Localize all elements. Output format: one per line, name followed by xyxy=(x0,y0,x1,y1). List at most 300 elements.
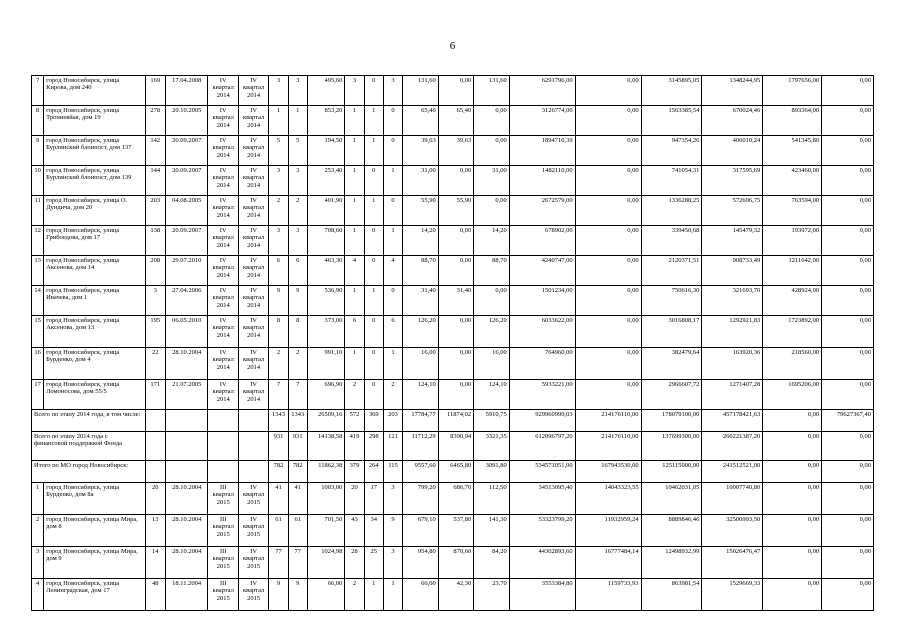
area-private-cell: 0,00 xyxy=(438,226,474,256)
area-total-cell: 55,90 xyxy=(403,196,439,226)
plan-quarter-cell: III квартал 2015 xyxy=(208,483,238,515)
area-municipal-cell: 0,00 xyxy=(474,106,510,136)
premises-private-cell: 1 xyxy=(364,136,383,166)
doc-number-cell: 20 xyxy=(145,483,165,515)
doc-date-cell: 28.10.2004 xyxy=(165,515,208,547)
empty-cell xyxy=(165,461,208,483)
premises-private-cell: 25 xyxy=(364,547,383,579)
summary-label: Итого по МО город Новосибирск: xyxy=(32,461,146,483)
end-quarter-cell: IV квартал 2014 xyxy=(238,226,268,256)
area-municipal-cell: 3321,35 xyxy=(474,432,510,461)
regional-budget-cell: 12498932,99 xyxy=(641,547,702,579)
other-source-cell: 0,00 xyxy=(763,483,822,515)
area-private-cell: 0,00 xyxy=(438,166,474,196)
address-cell: город Новосибирск, улица Ломоносова, дом 55/5 xyxy=(44,380,145,410)
doc-number-cell: 171 xyxy=(145,380,165,410)
plan-quarter-cell: III квартал 2015 xyxy=(208,547,238,579)
regional-budget-cell: 178079100,00 xyxy=(641,410,702,432)
premises-total-cell: 3 xyxy=(345,76,364,106)
cost-total-cell: 929960999,03 xyxy=(509,410,575,432)
table-row xyxy=(32,286,874,316)
building-area-cell: 701,50 xyxy=(307,515,345,547)
building-area-cell: 11862,38 xyxy=(307,461,345,483)
local-budget-cell: 1271407,28 xyxy=(702,380,763,410)
area-private-cell: 0,00 xyxy=(438,256,474,286)
empty-cell xyxy=(145,461,165,483)
area-private-cell: 0,00 xyxy=(438,348,474,380)
local-budget-cell: 572696,75 xyxy=(702,196,763,226)
fund-cell: 11932959,24 xyxy=(575,515,641,547)
doc-number-cell: 14 xyxy=(145,547,165,579)
end-quarter-cell: IV квартал 2014 xyxy=(238,316,268,348)
cost-total-cell: 1894710,39 xyxy=(509,136,575,166)
empty-cell xyxy=(145,410,165,432)
premises-private-cell: 0 xyxy=(364,166,383,196)
residents-moved-cell: 931 xyxy=(288,432,307,461)
end-quarter-cell: IV квартал 2015 xyxy=(238,515,268,547)
table-row xyxy=(32,166,874,196)
table-row xyxy=(32,380,874,410)
cost-total-cell: 6291796,00 xyxy=(509,76,575,106)
doc-number-cell: 278 xyxy=(145,106,165,136)
building-area-cell: 66,00 xyxy=(307,579,345,611)
area-total-cell: 65,40 xyxy=(403,106,439,136)
fund-cell: 0,00 xyxy=(575,76,641,106)
doc-date-cell: 21.07.2005 xyxy=(165,380,208,410)
premises-total-cell: 1 xyxy=(345,106,364,136)
other-source-cell: 423460,00 xyxy=(763,166,822,196)
premises-private-cell: 264 xyxy=(364,461,383,483)
residents-moved-cell: 8 xyxy=(288,316,307,348)
regional-budget-cell: 1563385,54 xyxy=(641,106,702,136)
row-number: 1 xyxy=(32,483,44,515)
table-row xyxy=(32,256,874,286)
premises-total-cell: 1 xyxy=(345,136,364,166)
extra-cell: 0,00 xyxy=(822,579,874,611)
area-municipal-cell: 31,00 xyxy=(474,166,510,196)
area-municipal-cell: 5910,75 xyxy=(474,410,510,432)
regional-budget-cell: 3145895,05 xyxy=(641,76,702,106)
area-total-cell: 31,00 xyxy=(403,166,439,196)
other-source-cell: 428924,00 xyxy=(763,286,822,316)
premises-total-cell: 2 xyxy=(345,579,364,611)
address-cell: город Новосибирск, улица Мира, дом 9 xyxy=(44,547,145,579)
premises-private-cell: 1 xyxy=(364,579,383,611)
table-row xyxy=(32,76,874,106)
doc-number-cell: 144 xyxy=(145,166,165,196)
regional-budget-cell: 2120371,51 xyxy=(641,256,702,286)
address-cell: город Новосибирск, улица Ивачева, дом 1 xyxy=(44,286,145,316)
row-number: 11 xyxy=(32,196,44,226)
fund-cell: 0,00 xyxy=(575,226,641,256)
fund-cell: 214176110,00 xyxy=(575,432,641,461)
extra-cell: 0,00 xyxy=(822,76,874,106)
resettlement-table xyxy=(31,75,874,611)
area-private-cell: 42,30 xyxy=(438,579,474,611)
local-budget-cell: 457178421,63 xyxy=(702,410,763,432)
premises-private-cell: 0 xyxy=(364,380,383,410)
local-budget-cell: 406010,24 xyxy=(702,136,763,166)
premises-total-cell: 2 xyxy=(345,380,364,410)
doc-number-cell: 3 xyxy=(145,286,165,316)
table-row xyxy=(32,316,874,348)
row-number: 3 xyxy=(32,547,44,579)
other-source-cell: 0,00 xyxy=(763,432,822,461)
end-quarter-cell: IV квартал 2015 xyxy=(238,579,268,611)
fund-cell: 0,00 xyxy=(575,196,641,226)
premises-municipal-cell: 115 xyxy=(383,461,402,483)
doc-date-cell: 27.04.2006 xyxy=(165,286,208,316)
area-municipal-cell: 131,60 xyxy=(474,76,510,106)
plan-quarter-cell: IV квартал 2014 xyxy=(208,348,238,380)
plan-quarter-cell: IV квартал 2014 xyxy=(208,196,238,226)
extra-cell: 0,00 xyxy=(822,515,874,547)
fund-cell: 0,00 xyxy=(575,380,641,410)
other-source-cell: 218560,00 xyxy=(763,348,822,380)
address-cell: город Новосибирск, улица Грибоедова, дом 17 xyxy=(44,226,145,256)
premises-private-cell: 0 xyxy=(364,76,383,106)
residents-cell: 782 xyxy=(269,461,288,483)
area-total-cell: 799,20 xyxy=(403,483,439,515)
table-row xyxy=(32,483,874,515)
premises-total-cell: 20 xyxy=(345,483,364,515)
address-cell: город Новосибирск, улица Кирова, дом 240 xyxy=(44,76,145,106)
area-private-cell: 6465,80 xyxy=(438,461,474,483)
residents-moved-cell: 3 xyxy=(288,76,307,106)
residents-moved-cell: 2 xyxy=(288,348,307,380)
residents-moved-cell: 1 xyxy=(288,106,307,136)
doc-number-cell: 195 xyxy=(145,316,165,348)
table-row xyxy=(32,515,874,547)
row-number: 7 xyxy=(32,76,44,106)
residents-cell: 9 xyxy=(269,579,288,611)
doc-date-cell: 20.09.2007 xyxy=(165,226,208,256)
area-total-cell: 31,40 xyxy=(403,286,439,316)
row-number: 9 xyxy=(32,136,44,166)
plan-quarter-cell: IV квартал 2014 xyxy=(208,316,238,348)
fund-cell: 167943530,00 xyxy=(575,461,641,483)
row-number: 10 xyxy=(32,166,44,196)
premises-total-cell: 419 xyxy=(345,432,364,461)
premises-private-cell: 17 xyxy=(364,483,383,515)
address-cell: город Новосибирск, улица Бурлинский блоипост, дом 139 xyxy=(44,166,145,196)
row-number: 17 xyxy=(32,380,44,410)
building-area-cell: 696,90 xyxy=(307,380,345,410)
cost-total-cell: 3126774,00 xyxy=(509,106,575,136)
table-row xyxy=(32,136,874,166)
other-source-cell: 0,00 xyxy=(763,461,822,483)
building-area-cell: 1003,00 xyxy=(307,483,345,515)
empty-cell xyxy=(165,432,208,461)
building-area-cell: 536,90 xyxy=(307,286,345,316)
other-source-cell: 0,00 xyxy=(763,547,822,579)
area-private-cell: 0,00 xyxy=(438,316,474,348)
row-number: 16 xyxy=(32,348,44,380)
regional-budget-cell: 382479,64 xyxy=(641,348,702,380)
fund-cell: 1159733,93 xyxy=(575,579,641,611)
table-body xyxy=(32,76,874,611)
other-source-cell: 0,00 xyxy=(763,410,822,432)
cost-total-cell: 612096797,20 xyxy=(509,432,575,461)
fund-cell: 0,00 xyxy=(575,136,641,166)
summary-row xyxy=(32,410,874,432)
empty-cell xyxy=(145,432,165,461)
area-total-cell: 39,63 xyxy=(403,136,439,166)
premises-municipal-cell: 9 xyxy=(383,515,402,547)
area-private-cell: 39,63 xyxy=(438,136,474,166)
premises-municipal-cell: 203 xyxy=(383,410,402,432)
fund-cell: 16777484,14 xyxy=(575,547,641,579)
residents-moved-cell: 7 xyxy=(288,380,307,410)
fund-cell: 14043323,55 xyxy=(575,483,641,515)
page-number: 6 xyxy=(449,40,456,52)
premises-private-cell: 0 xyxy=(364,226,383,256)
area-private-cell: 11874,02 xyxy=(438,410,474,432)
plan-quarter-cell: IV квартал 2014 xyxy=(208,76,238,106)
building-area-cell: 253,40 xyxy=(307,166,345,196)
plan-quarter-cell: IV квартал 2014 xyxy=(208,380,238,410)
area-private-cell: 31,40 xyxy=(438,286,474,316)
premises-private-cell: 0 xyxy=(364,348,383,380)
cost-total-cell: 534571051,00 xyxy=(509,461,575,483)
plan-quarter-cell: III квартал 2015 xyxy=(208,579,238,611)
extra-cell: 0,00 xyxy=(822,286,874,316)
building-area-cell: 853,20 xyxy=(307,106,345,136)
doc-number-cell: 138 xyxy=(145,226,165,256)
area-municipal-cell: 84,20 xyxy=(474,547,510,579)
end-quarter-cell: IV квартал 2014 xyxy=(238,348,268,380)
building-area-cell: 401,90 xyxy=(307,196,345,226)
other-source-cell: 0,00 xyxy=(763,515,822,547)
regional-budget-cell: 339450,68 xyxy=(641,226,702,256)
building-area-cell: 708,60 xyxy=(307,226,345,256)
doc-date-cell: 18.11.2004 xyxy=(165,579,208,611)
residents-cell: 1 xyxy=(269,106,288,136)
residents-cell: 931 xyxy=(269,432,288,461)
premises-total-cell: 6 xyxy=(345,316,364,348)
doc-number-cell: 48 xyxy=(145,579,165,611)
cost-total-cell: 6033622,00 xyxy=(509,316,575,348)
cost-total-cell: 4240747,00 xyxy=(509,256,575,286)
extra-cell: 0,00 xyxy=(822,432,874,461)
premises-municipal-cell: 3 xyxy=(383,483,402,515)
residents-cell: 61 xyxy=(269,515,288,547)
extra-cell: 0,00 xyxy=(822,226,874,256)
area-municipal-cell: 14,20 xyxy=(474,226,510,256)
other-source-cell: 893364,00 xyxy=(763,106,822,136)
fund-cell: 0,00 xyxy=(575,106,641,136)
regional-budget-cell: 137699300,00 xyxy=(641,432,702,461)
extra-cell: 0,00 xyxy=(822,166,874,196)
end-quarter-cell: IV квартал 2014 xyxy=(238,106,268,136)
other-source-cell: 763594,00 xyxy=(763,196,822,226)
premises-municipal-cell: 3 xyxy=(383,547,402,579)
premises-private-cell: 298 xyxy=(364,432,383,461)
other-source-cell: 1211642,00 xyxy=(763,256,822,286)
residents-cell: 3 xyxy=(269,226,288,256)
premises-municipal-cell: 1 xyxy=(383,348,402,380)
fund-cell: 0,00 xyxy=(575,166,641,196)
premises-total-cell: 379 xyxy=(345,461,364,483)
doc-number-cell: 142 xyxy=(145,136,165,166)
end-quarter-cell: IV квартал 2014 xyxy=(238,166,268,196)
row-number: 15 xyxy=(32,316,44,348)
plan-quarter-cell: IV квартал 2014 xyxy=(208,166,238,196)
area-total-cell: 954,80 xyxy=(403,547,439,579)
area-private-cell: 55,90 xyxy=(438,196,474,226)
residents-cell: 77 xyxy=(269,547,288,579)
area-total-cell: 11712,29 xyxy=(403,432,439,461)
doc-date-cell: 20.10.2005 xyxy=(165,106,208,136)
area-total-cell: 124,10 xyxy=(403,380,439,410)
premises-municipal-cell: 0 xyxy=(383,286,402,316)
area-municipal-cell: 88,70 xyxy=(474,256,510,286)
fund-cell: 0,00 xyxy=(575,286,641,316)
local-budget-cell: 1292921,83 xyxy=(702,316,763,348)
regional-budget-cell: 1336288,25 xyxy=(641,196,702,226)
area-private-cell: 686,70 xyxy=(438,483,474,515)
premises-total-cell: 1 xyxy=(345,348,364,380)
building-area-cell: 1024,98 xyxy=(307,547,345,579)
row-number: 13 xyxy=(32,256,44,286)
local-budget-cell: 32500993,50 xyxy=(702,515,763,547)
table-row xyxy=(32,579,874,611)
premises-total-cell: 1 xyxy=(345,286,364,316)
local-budget-cell: 145479,32 xyxy=(702,226,763,256)
area-total-cell: 131,60 xyxy=(403,76,439,106)
residents-moved-cell: 61 xyxy=(288,515,307,547)
plan-quarter-cell: IV квартал 2014 xyxy=(208,256,238,286)
area-private-cell: 0,00 xyxy=(438,76,474,106)
premises-total-cell: 28 xyxy=(345,547,364,579)
end-quarter-cell: IV квартал 2014 xyxy=(238,76,268,106)
building-area-cell: 495,60 xyxy=(307,76,345,106)
residents-cell: 7 xyxy=(269,380,288,410)
regional-budget-cell: 8889846,46 xyxy=(641,515,702,547)
premises-private-cell: 0 xyxy=(364,316,383,348)
building-area-cell: 194,50 xyxy=(307,136,345,166)
premises-private-cell: 369 xyxy=(364,410,383,432)
residents-cell: 6 xyxy=(269,256,288,286)
premises-municipal-cell: 121 xyxy=(383,432,402,461)
area-total-cell: 66,00 xyxy=(403,579,439,611)
residents-cell: 41 xyxy=(269,483,288,515)
residents-cell: 9 xyxy=(269,286,288,316)
fund-cell: 0,00 xyxy=(575,348,641,380)
area-total-cell: 126,20 xyxy=(403,316,439,348)
area-municipal-cell: 0,00 xyxy=(474,136,510,166)
address-cell: город Новосибирск, улица Аксенова, дом 14 xyxy=(44,256,145,286)
regional-budget-cell: 741054,31 xyxy=(641,166,702,196)
other-source-cell: 1723892,00 xyxy=(763,316,822,348)
premises-private-cell: 1 xyxy=(364,286,383,316)
cost-total-cell: 53323799,20 xyxy=(509,515,575,547)
premises-private-cell: 1 xyxy=(364,106,383,136)
local-budget-cell: 908733,49 xyxy=(702,256,763,286)
address-cell: город Новосибирск, улица Аксенова, дом 13 xyxy=(44,316,145,348)
table-row xyxy=(32,106,874,136)
area-municipal-cell: 124,10 xyxy=(474,380,510,410)
premises-municipal-cell: 2 xyxy=(383,380,402,410)
address-cell: город Новосибирск, улица Тропиевйая, дом 19 xyxy=(44,106,145,136)
plan-quarter-cell: IV квартал 2014 xyxy=(208,136,238,166)
local-budget-cell: 321693,70 xyxy=(702,286,763,316)
area-municipal-cell: 141,30 xyxy=(474,515,510,547)
premises-municipal-cell: 1 xyxy=(383,226,402,256)
area-total-cell: 679,10 xyxy=(403,515,439,547)
premises-municipal-cell: 0 xyxy=(383,136,402,166)
empty-cell xyxy=(208,410,238,432)
area-private-cell: 537,80 xyxy=(438,515,474,547)
table-row xyxy=(32,547,874,579)
residents-cell: 5 xyxy=(269,136,288,166)
residents-moved-cell: 9 xyxy=(288,286,307,316)
area-total-cell: 17784,77 xyxy=(403,410,439,432)
residents-moved-cell: 1343 xyxy=(288,410,307,432)
local-budget-cell: 1348244,95 xyxy=(702,76,763,106)
area-private-cell: 870,60 xyxy=(438,547,474,579)
doc-date-cell: 17.04.2008 xyxy=(165,76,208,106)
summary-row xyxy=(32,461,874,483)
residents-moved-cell: 3 xyxy=(288,166,307,196)
address-cell: город Новосибирск, улица Мира, дом 8 xyxy=(44,515,145,547)
area-municipal-cell: 0,00 xyxy=(474,286,510,316)
local-budget-cell: 317595,69 xyxy=(702,166,763,196)
local-budget-cell: 260221387,20 xyxy=(702,432,763,461)
area-private-cell: 0,00 xyxy=(438,380,474,410)
cost-total-cell: 1482110,00 xyxy=(509,166,575,196)
local-budget-cell: 1529669,33 xyxy=(702,579,763,611)
other-source-cell: 0,00 xyxy=(763,579,822,611)
cost-total-cell: 678902,00 xyxy=(509,226,575,256)
regional-budget-cell: 3016808,17 xyxy=(641,316,702,348)
local-budget-cell: 15026476,47 xyxy=(702,547,763,579)
premises-municipal-cell: 6 xyxy=(383,316,402,348)
building-area-cell: 26509,16 xyxy=(307,410,345,432)
address-cell: город Новосибирск, улица Ленинградская, дом 17 xyxy=(44,579,145,611)
residents-moved-cell: 77 xyxy=(288,547,307,579)
area-total-cell: 14,20 xyxy=(403,226,439,256)
building-area-cell: 463,30 xyxy=(307,256,345,286)
cost-total-cell: 2672579,00 xyxy=(509,196,575,226)
row-number: 2 xyxy=(32,515,44,547)
area-total-cell: 16,00 xyxy=(403,348,439,380)
premises-municipal-cell: 1 xyxy=(383,579,402,611)
end-quarter-cell: IV квартал 2014 xyxy=(238,286,268,316)
end-quarter-cell: IV квартал 2014 xyxy=(238,256,268,286)
end-quarter-cell: IV квартал 2014 xyxy=(238,136,268,166)
empty-cell xyxy=(208,432,238,461)
extra-cell: 0,00 xyxy=(822,483,874,515)
extra-cell: 0,00 xyxy=(822,380,874,410)
doc-date-cell: 29.07.2010 xyxy=(165,256,208,286)
local-budget-cell: 241512521,00 xyxy=(702,461,763,483)
regional-budget-cell: 125115000,00 xyxy=(641,461,702,483)
other-source-cell: 1695206,00 xyxy=(763,380,822,410)
extra-cell: 0,00 xyxy=(822,136,874,166)
row-number: 8 xyxy=(32,106,44,136)
premises-private-cell: 1 xyxy=(364,196,383,226)
area-private-cell: 65,40 xyxy=(438,106,474,136)
cost-total-cell: 5933221,00 xyxy=(509,380,575,410)
end-quarter-cell: IV квартал 2015 xyxy=(238,547,268,579)
table-row xyxy=(32,348,874,380)
empty-cell xyxy=(165,410,208,432)
doc-date-cell: 06.05.2010 xyxy=(165,316,208,348)
row-number: 12 xyxy=(32,226,44,256)
plan-quarter-cell: IV квартал 2014 xyxy=(208,106,238,136)
other-source-cell: 1797656,00 xyxy=(763,76,822,106)
